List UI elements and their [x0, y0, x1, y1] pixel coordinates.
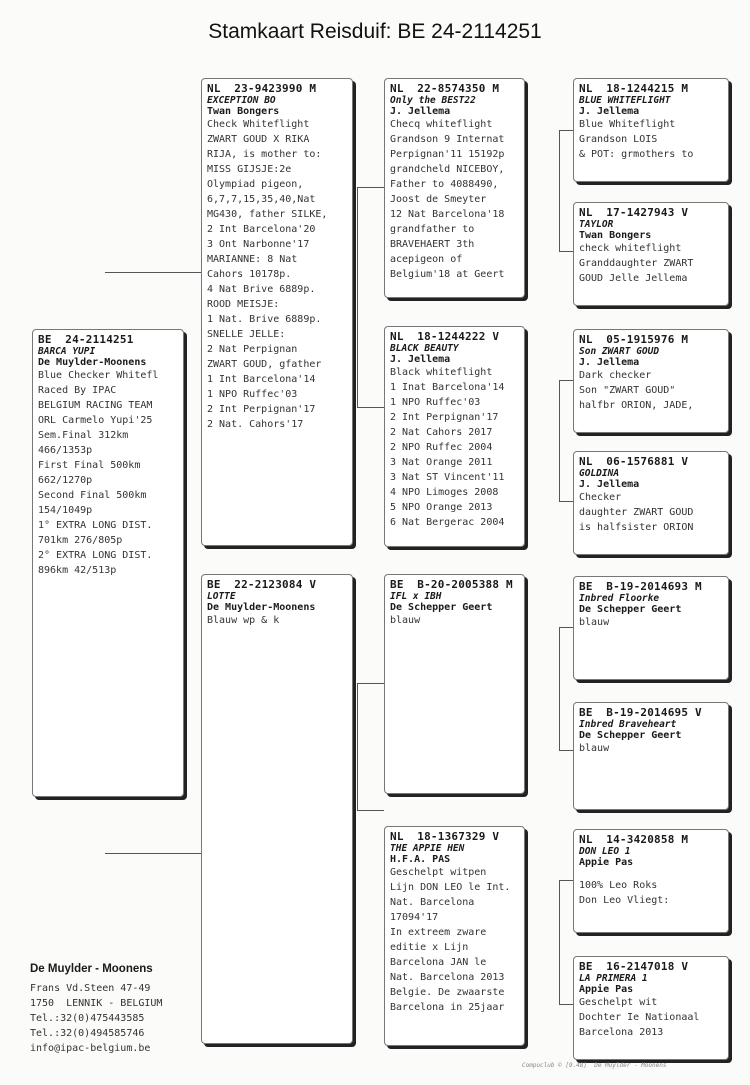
pigeon-card-dam-sire-dam: [573, 702, 729, 810]
info-line: 4 Nat Brive 6889p.: [207, 284, 316, 295]
info-line: 701km 276/805p: [38, 535, 123, 546]
connector-line: [105, 853, 201, 854]
pigeon-card-dam-dam-sire: [573, 829, 729, 933]
connector-line: [559, 380, 560, 501]
info-line: 2 NPO Ruffec 2004: [390, 442, 493, 453]
info-line: 154/1049p: [38, 505, 93, 516]
info-line: 2 Int Perpignan'17: [207, 404, 316, 415]
pigeon-owner: De Muylder-Moonens: [38, 357, 147, 368]
info-line: 12 Nat Barcelona'18: [390, 209, 505, 220]
pigeon-name: EXCEPTION BO: [207, 95, 276, 106]
info-line: grandfather to: [390, 224, 475, 235]
pigeon-name: DON LEO 1: [579, 846, 631, 857]
info-line: Belgie. De zwaarste: [390, 987, 505, 998]
breeder-line: Frans Vd.Steen 47-49: [30, 983, 151, 994]
footer-credit: Compuclub © [9.48] De Muylder - Moonens: [522, 1062, 667, 1069]
ring-number: BE 24-2114251: [38, 333, 134, 346]
info-line: 896km 42/513p: [38, 565, 117, 576]
info-line: 2 Nat. Cahors'17: [207, 419, 304, 430]
info-line: RIJA, is mother to:: [207, 149, 322, 160]
info-line: 1 NPO Ruffec'03: [390, 397, 481, 408]
info-line: 2 Int Perpignan'17: [390, 412, 499, 423]
connector-line: [357, 810, 384, 811]
info-line: In extreem zware: [390, 927, 487, 938]
pigeon-card-sire-sire-sire: [573, 78, 729, 182]
info-line: 466/1353p: [38, 445, 93, 456]
pigeon-owner: De Schepper Geert: [579, 604, 682, 615]
connector-line: [559, 501, 573, 502]
info-line: 2° EXTRA LONG DIST.: [38, 550, 153, 561]
ring-number: NL 18-1244222 V: [390, 330, 500, 343]
info-line: 3 Nat ST Vincent'11: [390, 472, 505, 483]
info-line: halfbr ORION, JADE,: [579, 400, 694, 411]
connector-line: [105, 272, 201, 273]
ring-number: NL 14-3420858 M: [579, 833, 689, 846]
pigeon-owner: J. Jellema: [579, 479, 640, 490]
info-line: 5 NPO Orange 2013: [390, 502, 493, 513]
info-line: ZWART GOUD X RIKA: [207, 134, 310, 145]
info-line: 2 Nat Cahors 2017: [390, 427, 493, 438]
info-line: 3 Ont Narbonne'17: [207, 239, 310, 250]
pigeon-card-subject: [32, 329, 184, 797]
info-line: Check Whiteflight: [207, 119, 310, 130]
info-line: Sem.Final 312km: [38, 430, 129, 441]
connector-line: [559, 880, 560, 1004]
info-line: 2 Nat Perpignan: [207, 344, 298, 355]
info-line: Dark checker: [579, 370, 652, 381]
info-line: blauw: [579, 743, 610, 754]
ring-number: BE B-20-2005388 M: [390, 578, 513, 591]
pigeon-name: BLUE WHITEFLIGHT: [579, 95, 671, 106]
pigeon-card-sire-dam: [384, 326, 525, 547]
connector-line: [357, 187, 358, 407]
info-line: Cahors 10178p.: [207, 269, 292, 280]
pigeon-name: BLACK BEAUTY: [390, 343, 459, 354]
pigeon-owner: J. Jellema: [579, 106, 640, 117]
pigeon-name: TAYLOR: [579, 219, 614, 230]
info-line: Granddaughter ZWART: [579, 258, 694, 269]
pigeon-name: Son ZWART GOUD: [579, 346, 660, 357]
pigeon-name: GOLDINA: [579, 468, 620, 479]
info-line: Lijn DON LEO le Int.: [390, 882, 511, 893]
pigeon-owner: Twan Bongers: [207, 106, 280, 117]
info-line: MARIANNE: 8 Nat: [207, 254, 298, 265]
pigeon-card-sire-dam-sire: [573, 329, 729, 433]
ring-number: NL 18-1244215 M: [579, 82, 689, 95]
info-line: Don Leo Vliegt:: [579, 895, 670, 906]
ring-number: NL 22-8574350 M: [390, 82, 500, 95]
breeder-info: [30, 963, 200, 1056]
pigeon-owner: Appie Pas: [579, 857, 634, 868]
info-line: 662/1270p: [38, 475, 93, 486]
pigeon-owner: J. Jellema: [390, 106, 451, 117]
info-line: 1 Inat Barcelona'14: [390, 382, 505, 393]
ring-number: NL 06-1576881 V: [579, 455, 689, 468]
info-line: Geschelpt wit: [579, 997, 658, 1008]
ring-number: BE 16-2147018 V: [579, 960, 689, 973]
ring-number: NL 05-1915976 M: [579, 333, 689, 346]
info-line: 100% Leo Roks: [579, 880, 658, 891]
info-line: 1 Nat. Brive 6889p.: [207, 314, 322, 325]
info-line: check whiteflight: [579, 243, 682, 254]
connector-line: [559, 1004, 573, 1005]
breeder-line: Tel.:32(0)475443585: [30, 1013, 145, 1024]
info-line: Black whiteflight: [390, 367, 493, 378]
breeder-line: info@ipac-belgium.be: [30, 1043, 151, 1054]
info-line: grandcheld NICEBOY,: [390, 164, 505, 175]
pigeon-owner: De Schepper Geert: [579, 730, 682, 741]
pigeon-name: IFL x IBH: [390, 591, 442, 602]
info-line: blauw: [390, 615, 421, 626]
pigeon-card-sire-dam-dam: [573, 451, 729, 555]
info-line: Joost de Smeyter: [390, 194, 487, 205]
pigeon-name: Inbred Floorke: [579, 593, 660, 604]
info-line: Olympiad pigeon,: [207, 179, 304, 190]
pigeon-owner: Twan Bongers: [579, 230, 652, 241]
info-line: ZWART GOUD, gfather: [207, 359, 322, 370]
info-line: 1 Int Barcelona'14: [207, 374, 316, 385]
info-line: Checq whiteflight: [390, 119, 493, 130]
info-line: Son "ZWART GOUD": [579, 385, 676, 396]
info-line: [579, 868, 723, 878]
pigeon-name: THE APPIE HEN: [390, 843, 465, 854]
ring-number: BE B-19-2014695 V: [579, 706, 702, 719]
info-line: 2 Int Barcelona'20: [207, 224, 316, 235]
pigeon-name: LA PRIMERA 1: [579, 973, 648, 984]
breeder-name: De Muylder - Moonens: [30, 963, 153, 975]
info-line: is halfsister ORION: [579, 522, 694, 533]
info-line: SNELLE JELLE:: [207, 329, 286, 340]
info-line: Belgium'18 at Geert: [390, 269, 505, 280]
info-line: MISS GIJSJE:2e: [207, 164, 292, 175]
connector-line: [559, 627, 560, 750]
pigeon-card-sire-sire: [384, 78, 525, 298]
info-line: First Final 500km: [38, 460, 141, 471]
connector-line: [357, 683, 384, 684]
pigeon-card-sire: [201, 78, 353, 546]
info-line: 1° EXTRA LONG DIST.: [38, 520, 153, 531]
pigeon-card-dam: [201, 574, 353, 1044]
info-line: 6,7,7,15,35,40,Nat: [207, 194, 316, 205]
pigeon-name: LOTTE: [207, 591, 236, 602]
pigeon-name: BARCA YUPI: [38, 346, 96, 357]
info-line: BELGIUM RACING TEAM: [38, 400, 153, 411]
info-line: Barcelona 2013: [579, 1027, 664, 1038]
pigeon-owner: H.F.A. PAS: [390, 854, 451, 865]
ring-number: BE 22-2123084 V: [207, 578, 317, 591]
info-line: & POT: grmothers to: [579, 149, 694, 160]
info-line: Raced By IPAC: [38, 385, 117, 396]
connector-line: [559, 251, 573, 252]
info-line: Grandson 9 Internat: [390, 134, 505, 145]
info-line: Geschelpt witpen: [390, 867, 487, 878]
info-line: 6 Nat Bergerac 2004: [390, 517, 505, 528]
connector-line: [357, 683, 358, 810]
info-line: 17094'17: [390, 912, 439, 923]
pigeon-card-dam-dam-dam: [573, 956, 729, 1060]
info-line: Checker: [579, 492, 622, 503]
info-line: Second Final 500km: [38, 490, 147, 501]
connector-line: [559, 130, 573, 131]
info-line: editie x Lijn: [390, 942, 469, 953]
info-line: Blue Whiteflight: [579, 119, 676, 130]
info-line: blauw: [579, 617, 610, 628]
breeder-line: 1750 LENNIK - BELGIUM: [30, 998, 163, 1009]
info-line: ROOD MEISJE:: [207, 299, 280, 310]
info-line: Perpignan'11 15192p: [390, 149, 505, 160]
connector-line: [357, 187, 384, 188]
pigeon-card-sire-sire-dam: [573, 202, 729, 306]
connector-line: [559, 750, 573, 751]
pigeon-name: Only the BEST22: [390, 95, 476, 106]
info-line: Dochter Ie Nationaal: [579, 1012, 700, 1023]
pigeon-card-dam-sire-sire: [573, 576, 729, 680]
connector-line: [357, 407, 384, 408]
pigeon-name: Inbred Braveheart: [579, 719, 677, 730]
pigeon-owner: De Schepper Geert: [390, 602, 493, 613]
info-line: GOUD Jelle Jellema: [579, 273, 688, 284]
ring-number: NL 23-9423990 M: [207, 82, 317, 95]
pigeon-card-dam-dam: [384, 826, 525, 1046]
connector-line: [559, 130, 560, 251]
info-line: 3 Nat Orange 2011: [390, 457, 493, 468]
ring-number: NL 17-1427943 V: [579, 206, 689, 219]
info-line: 4 NPO Limoges 2008: [390, 487, 499, 498]
info-line: Father to 4088490,: [390, 179, 499, 190]
pigeon-owner: J. Jellema: [579, 357, 640, 368]
info-line: acepigeon of: [390, 254, 463, 265]
info-line: Nat. Barcelona: [390, 897, 475, 908]
info-line: Barcelona in 25jaar: [390, 1002, 505, 1013]
info-line: Grandson LOIS: [579, 134, 658, 145]
connector-line: [559, 880, 573, 881]
info-line: MG430, father SILKE,: [207, 209, 328, 220]
breeder-line: Tel.:32(0)494585746: [30, 1028, 145, 1039]
info-line: ORL Carmelo Yupi'25: [38, 415, 153, 426]
pigeon-card-dam-sire: [384, 574, 525, 794]
ring-number: BE B-19-2014693 M: [579, 580, 702, 593]
connector-line: [559, 380, 573, 381]
info-line: Barcelona JAN le: [390, 957, 487, 968]
page-title: Stamkaart Reisduif: BE 24-2114251: [208, 20, 542, 43]
info-line: 1 NPO Ruffec'03: [207, 389, 298, 400]
pigeon-owner: J. Jellema: [390, 354, 451, 365]
pigeon-owner: Appie Pas: [579, 984, 634, 995]
connector-line: [559, 627, 573, 628]
info-line: Nat. Barcelona 2013: [390, 972, 505, 983]
info-line: Blue Checker Whitefl: [38, 370, 159, 381]
info-line: Blauw wp & k: [207, 615, 280, 626]
ring-number: NL 18-1367329 V: [390, 830, 500, 843]
info-line: BRAVEHAERT 3th: [390, 239, 475, 250]
info-line: daughter ZWART GOUD: [579, 507, 694, 518]
pigeon-owner: De Muylder-Moonens: [207, 602, 316, 613]
